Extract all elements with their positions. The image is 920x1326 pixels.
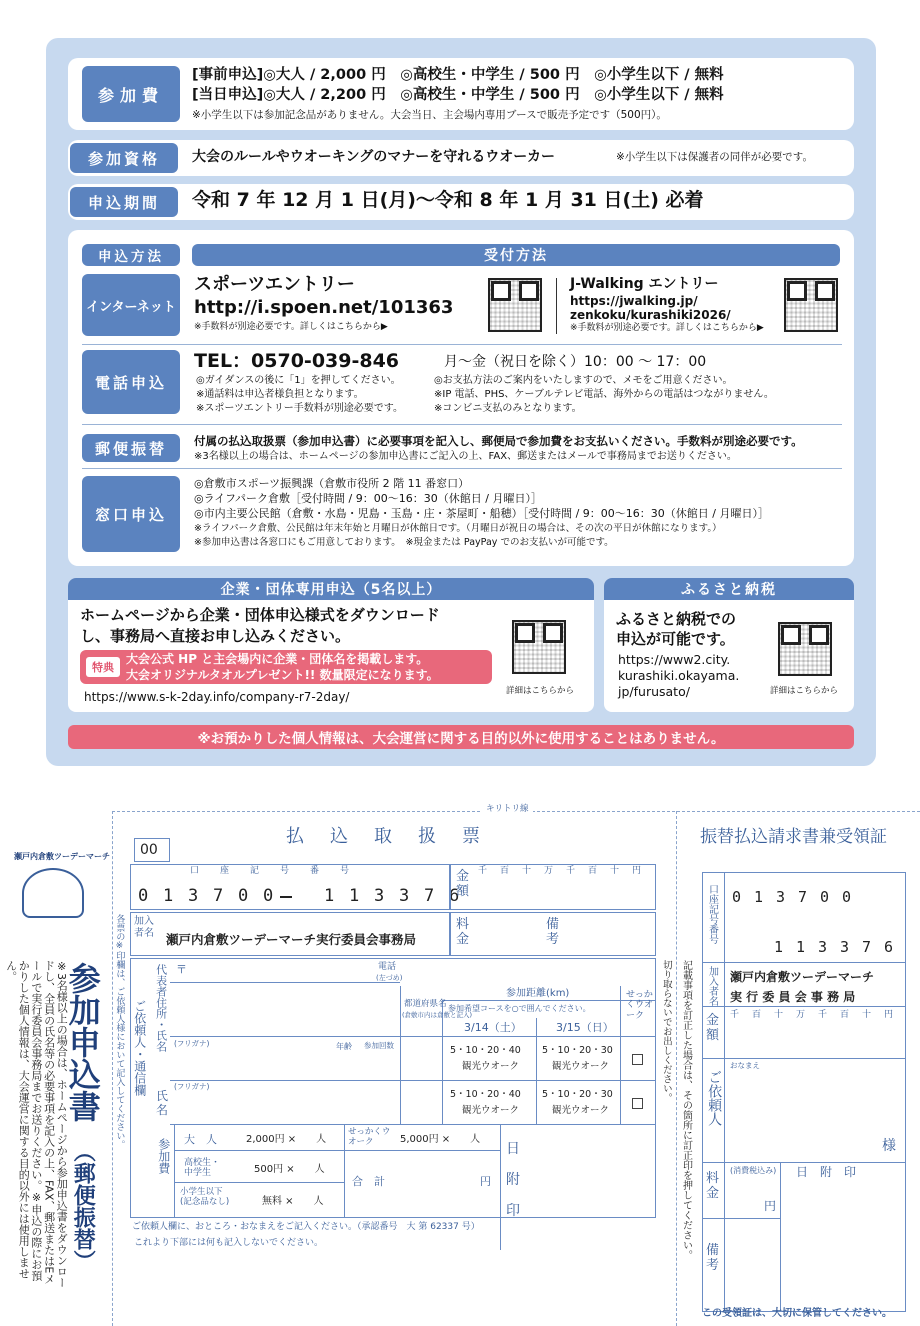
side-title: 参加申込書	[63, 962, 102, 1122]
pref-label: 都道府県名	[404, 999, 447, 1009]
amount-unit: 万	[544, 866, 554, 876]
sekkaku-checkbox[interactable]	[632, 1054, 643, 1065]
furusato-qr-icon[interactable]	[778, 622, 832, 676]
hs-fee[interactable]: 500円 × 人	[254, 1164, 325, 1175]
payee-name: 瀬戸内倉敷ツーデーマーチ実行委員会事務局	[166, 932, 417, 947]
phone-note-1a: ◎ガイダンスの後に「1」を押してください。	[196, 375, 401, 386]
fee-row-advance: [事前申込]◎大人 / 2,000 円 ◎高校生・中学生 / 500 円 ◎小学生以下 / 無料	[192, 67, 724, 83]
fee-label: 参加費	[82, 66, 180, 122]
sekkaku-fee-label: せっかくウオーク	[348, 1127, 391, 1147]
receipt-payee-2: 実 行 委 員 会 事 務 局	[730, 990, 856, 1004]
receipt-unit: 百	[752, 1010, 762, 1020]
furusato-url-2[interactable]: kurashiki.okayama.	[618, 668, 740, 683]
phone-note-1b: ◎お支払方法のご案内をいたしますので、メモをご用意ください。	[434, 375, 733, 386]
sports-entry-title: スポーツエントリー	[194, 274, 355, 295]
account-digit: 3	[399, 886, 410, 906]
code-value: 00	[140, 842, 158, 858]
amount-label: 金額	[456, 869, 470, 899]
account-digit: 1	[163, 886, 174, 906]
phone-number[interactable]: TEL：0570-039-846	[194, 350, 400, 372]
period-label: 申込期間	[70, 187, 178, 217]
correct-note: 記載事項を訂正した場合は、その箇所に訂正印を押してください。	[680, 960, 692, 1260]
method-label: 申込方法	[82, 244, 180, 266]
receipt-digit: 1	[774, 938, 784, 956]
receipt-digit: 0	[820, 888, 830, 906]
counter-line-5: ※参加申込書は各窓口にもご用意しております。 ※現金または PayPay でのお支払いが可能です。	[194, 537, 614, 548]
amount-unit: 千	[478, 866, 488, 876]
receipt-ryokin: 料金	[706, 1171, 720, 1201]
side-instruction: 各票の※印欄は、ご依頼人様において記入してください。	[114, 914, 125, 1149]
child-label: 小学生以下(記念品なし)	[180, 1187, 230, 1207]
pref-sub: (倉敷市内は倉敷と記入)	[402, 1011, 473, 1019]
receipt-tax: (消費税込み)	[730, 1166, 777, 1175]
ryokin-label: 料金	[456, 917, 470, 947]
total-label: 合 計	[352, 1175, 385, 1188]
fee-row-sameday: [当日申込]◎大人 / 2,200 円 ◎高校生・中学生 / 500 円 ◎小学生以下 / 無料	[192, 87, 724, 103]
client-label: ご依頼人・通信欄	[132, 1000, 147, 1096]
separator	[82, 468, 842, 469]
counter-label: 窓口申込	[82, 476, 180, 552]
postal-label: 郵便振替	[82, 434, 180, 462]
amount-unit: 十	[522, 866, 532, 876]
child-fee[interactable]: 無料 × 人	[262, 1196, 324, 1207]
sports-entry-qr-icon[interactable]	[488, 278, 542, 332]
receipt-unit: 円	[884, 1010, 894, 1020]
receipt-digit: 3	[776, 888, 786, 906]
furusato-url-3[interactable]: jp/furusato/	[618, 684, 690, 699]
sekkaku-fee[interactable]: 5,000円 × 人	[400, 1134, 481, 1145]
amount-unit: 百	[588, 866, 598, 876]
kanko-2b[interactable]: 観光ウオーク	[552, 1105, 610, 1116]
jwalking-note: ※手数料が別途必要です。詳しくはこちらから▶	[570, 323, 764, 333]
receipt-keep-note: この受領証は、大切に保管してください。	[702, 1308, 892, 1319]
receipt-digit: 0	[842, 888, 852, 906]
phone-note-2a: ※通話料は申込者様負担となります。	[196, 389, 364, 400]
fee-note: ※小学生以下は参加記念品がありません。大会当日、主会場内専用ブースで販売予定です（500円）。	[192, 109, 667, 121]
receipt-digit: 6	[884, 938, 894, 956]
side-org: 瀬戸内倉敷ツーデーマーチ	[14, 852, 110, 861]
receipt-unit: 十	[774, 1010, 784, 1020]
receipt-biko: 備考	[706, 1243, 720, 1273]
qualification-text: 大会のルールやウオーキングのマナーを守れるウオーカー	[192, 149, 556, 165]
furigana-label: (フリガナ)	[174, 1082, 210, 1091]
counter-line-4: ※ライフパーク倉敷、公民館は年末年始と月曜日が休館日です。（月曜日が祝日の場合は、その次の平日が休館になります。）	[194, 523, 722, 534]
payee-label: 加入者名	[134, 916, 154, 939]
biko-label: 備考	[546, 917, 560, 947]
separator	[82, 344, 842, 345]
zip-mark: 〒	[176, 963, 187, 976]
day2-label: 3/15（日）	[556, 1021, 614, 1034]
counter-line-1: ◎倉敷市スポーツ振興課（倉敷市役所 2 階 11 番窓口）	[194, 477, 470, 490]
sports-entry-url[interactable]: http://i.spoen.net/101363	[194, 297, 454, 318]
side-sub: （郵便振替）	[70, 1140, 96, 1272]
tel-sub: (左づめ)	[376, 974, 403, 982]
account-digit: 1	[349, 886, 360, 906]
phone-label: 電話申込	[82, 350, 180, 414]
form-title: 払 込 取 扱 票	[286, 826, 484, 847]
receipt-digit: 3	[840, 938, 850, 956]
course-1b[interactable]: 5・10・20・30	[542, 1045, 613, 1056]
furusato-url-1[interactable]: https://www2.city.	[618, 652, 731, 667]
account-digit: 6	[449, 886, 460, 906]
corporate-text-2: し、事務局へ直接お申し込みください。	[80, 627, 351, 645]
amount-unit: 百	[500, 866, 510, 876]
distance-label: 参加距離(km)	[506, 988, 570, 999]
name-label: 氏名	[156, 1089, 169, 1117]
counter-line-2: ◎ライフパーク倉敷［受付時間 / 9：00〜16：30（休館日 / 月曜日）］	[194, 492, 542, 505]
receipt-title: 振替払込請求書兼受領証	[700, 827, 887, 847]
adult-fee[interactable]: 2,000円 × 人	[246, 1134, 327, 1145]
qualification-label: 参加資格	[70, 143, 178, 173]
kanko-1b[interactable]: 観光ウオーク	[552, 1061, 610, 1072]
corporate-detail: 詳細はこちらから	[506, 686, 575, 696]
receipt-digit: 7	[862, 938, 872, 956]
phone-note-2b: ※IP 電話、PHS、ケーブルテレビ電話、海外からの電話はつながりません。	[434, 389, 774, 400]
jwalking-qr-icon[interactable]	[784, 278, 838, 332]
rep-label: 代表者住所・氏名	[154, 964, 168, 1052]
internet-label: インターネット	[82, 274, 180, 336]
account-digit: 7	[424, 886, 435, 906]
account-digit: 0	[138, 886, 149, 906]
distance-sub: 参加希望コースを○で囲んでください。	[448, 1004, 591, 1013]
receipt-unit: 千	[818, 1010, 828, 1020]
mascot-logo	[22, 868, 84, 918]
divider	[556, 278, 557, 334]
course-2b[interactable]: 5・10・20・30	[542, 1089, 613, 1100]
postal-note: ※3名様以上の場合は、ホームページの参加申込書にご記入の上、FAX、郵送またはメールで事務局までお送りください。	[194, 451, 737, 462]
stamp-label: 日附印	[506, 1141, 520, 1219]
account-digit: 7	[213, 886, 224, 906]
receipt-payee-1: 瀬戸内倉敷ツーデーマーチ	[730, 970, 875, 984]
furusato-text-2: 申込が可能です。	[616, 630, 735, 648]
hs-label: 高校生・中学生	[184, 1158, 221, 1179]
course-1a[interactable]: 5・10・20・40	[450, 1045, 521, 1056]
receipt-onamae: おなまえ	[730, 1061, 760, 1070]
age-label: 年齢	[336, 1042, 352, 1051]
sekkaku-label: せっかくウオーク	[626, 990, 654, 1021]
corporate-url[interactable]: https://www.s-k-2day.info/company-r7-2day/	[84, 690, 350, 704]
receipt-amount-label: 金額	[706, 1013, 720, 1043]
receipt-yen: 円	[764, 1199, 777, 1213]
jwalking-url-1[interactable]: https://jwalking.jp/	[570, 294, 698, 308]
amount-unit: 十	[610, 866, 620, 876]
receipt-payee-label: 加入者名	[706, 966, 718, 1006]
sports-entry-note: ※手数料が別途必要です。詳しくはこちらから▶	[194, 322, 388, 332]
day1-label: 3/14（土）	[464, 1021, 522, 1034]
privacy-banner: ※お預かりした個人情報は、大会運営に関する目的以外に使用することはありません。	[68, 725, 854, 749]
total-yen: 円	[480, 1175, 491, 1188]
receipt-digit: 0	[732, 888, 742, 906]
account-digit: 3	[188, 886, 199, 906]
fee-table-label: 参加費	[156, 1138, 171, 1174]
cut-note: 切り取らないでお出しください。	[660, 960, 672, 1103]
kanko-2a[interactable]: 観光ウオーク	[462, 1105, 520, 1116]
qualification-note: ※小学生以下は保護者の同伴が必要です。	[616, 151, 813, 163]
corporate-text-1: ホームページから企業・団体申込様式をダウンロード	[80, 606, 440, 624]
phone-hours: 月〜金（祝日を除く）10：00 〜 17：00	[444, 354, 707, 370]
receipt-sama: 様	[882, 1138, 896, 1154]
account-digit: 0	[263, 886, 274, 906]
course-2a[interactable]: 5・10・20・40	[450, 1089, 521, 1100]
furusato-title: ふるさと納税	[604, 578, 854, 600]
receipt-client-label: ご依頼人	[706, 1070, 723, 1126]
furusato-text-1: ふるさと納税での	[616, 610, 737, 628]
receipt-digit: 3	[818, 938, 828, 956]
counter-line-3: ◎市内主要公民館（倉敷・水島・児島・玉島・庄・茶屋町・船穂）［受付時間 / 9：00〜16：30（休館日 / 月曜日）］	[194, 507, 769, 520]
receipt-unit: 千	[730, 1010, 740, 1020]
times-label: 参加回数	[364, 1041, 394, 1050]
receipt-unit: 十	[862, 1010, 872, 1020]
furusato-detail: 詳細はこちらから	[770, 686, 839, 696]
receipt-digit: 1	[796, 938, 806, 956]
amount-unit: 千	[566, 866, 576, 876]
phone-note-3a: ※スポーツエントリー手数料が別途必要です。	[196, 403, 403, 414]
receipt-unit: 百	[840, 1010, 850, 1020]
account-digit: 0	[238, 886, 249, 906]
receipt-divider	[676, 811, 677, 1326]
side-note: ※3名様以上の場合は、ホームページから参加申込書をダウンロードし、全員の氏名等の必要事項を記入の上、FAX、郵送またはEメールで実行委員会事務局までお送りください。※申込の際にお預かりした個人情報は、大会運営に関する目的以外には使用しません。	[4, 960, 69, 1288]
phone-note-3b: ※コンビニ支払のみとなります。	[434, 403, 582, 414]
account-dash	[280, 896, 292, 898]
account-header: 口 座 記 号 番 号	[190, 866, 356, 876]
jwalking-url-2[interactable]: zenkoku/kurashiki2026/	[570, 308, 731, 322]
corporate-qr-icon[interactable]	[512, 620, 566, 674]
receipt-acct-label: 口座記号番号	[706, 884, 718, 944]
account-digit: 3	[374, 886, 385, 906]
receipt-digit: 1	[754, 888, 764, 906]
period-text: 令和 7 年 12 月 1 日(月)〜令和 8 年 1 月 31 日(土) 必着	[192, 189, 704, 211]
sekkaku-checkbox[interactable]	[632, 1098, 643, 1109]
reception-label: 受付方法	[192, 244, 840, 266]
cut-line-label: キリトリ線	[482, 805, 533, 815]
perk-line-1: 大会公式 HP と主会場内に企業・団体名を掲載します。	[126, 652, 429, 666]
kanko-1a[interactable]: 観光ウオーク	[462, 1061, 520, 1072]
receipt-hizuke: 日 附 印	[796, 1165, 857, 1179]
receipt-unit: 万	[796, 1010, 806, 1020]
perk-line-2: 大会オリジナルタオルプレゼント!! 数量限定になります。	[126, 668, 439, 682]
perk-badge: 特典	[86, 657, 120, 677]
separator	[82, 424, 842, 425]
tel-label: 電話	[378, 962, 397, 972]
amount-unit: 円	[632, 866, 642, 876]
furigana-label: (フリガナ)	[174, 1039, 210, 1048]
account-digit: 1	[324, 886, 335, 906]
receipt-digit: 7	[798, 888, 808, 906]
postal-text: 付属の払込取扱票（参加申込書）に必要事項を記入し、郵便局で参加費をお支払いください。手数料が別途必要です。	[194, 434, 803, 448]
client-note: ご依頼人欄に、おところ・おなまえをご記入ください。（承認番号 大 第 62337 号）	[132, 1222, 480, 1232]
form-border-left	[112, 811, 113, 1326]
jwalking-title: J-Walking エントリー	[570, 276, 719, 292]
corporate-title: 企業・団体専用申込（5名以上）	[68, 578, 594, 600]
bottom-note: これより下部には何も記入しないでください。	[134, 1238, 324, 1248]
adult-label: 大 人	[184, 1133, 217, 1146]
